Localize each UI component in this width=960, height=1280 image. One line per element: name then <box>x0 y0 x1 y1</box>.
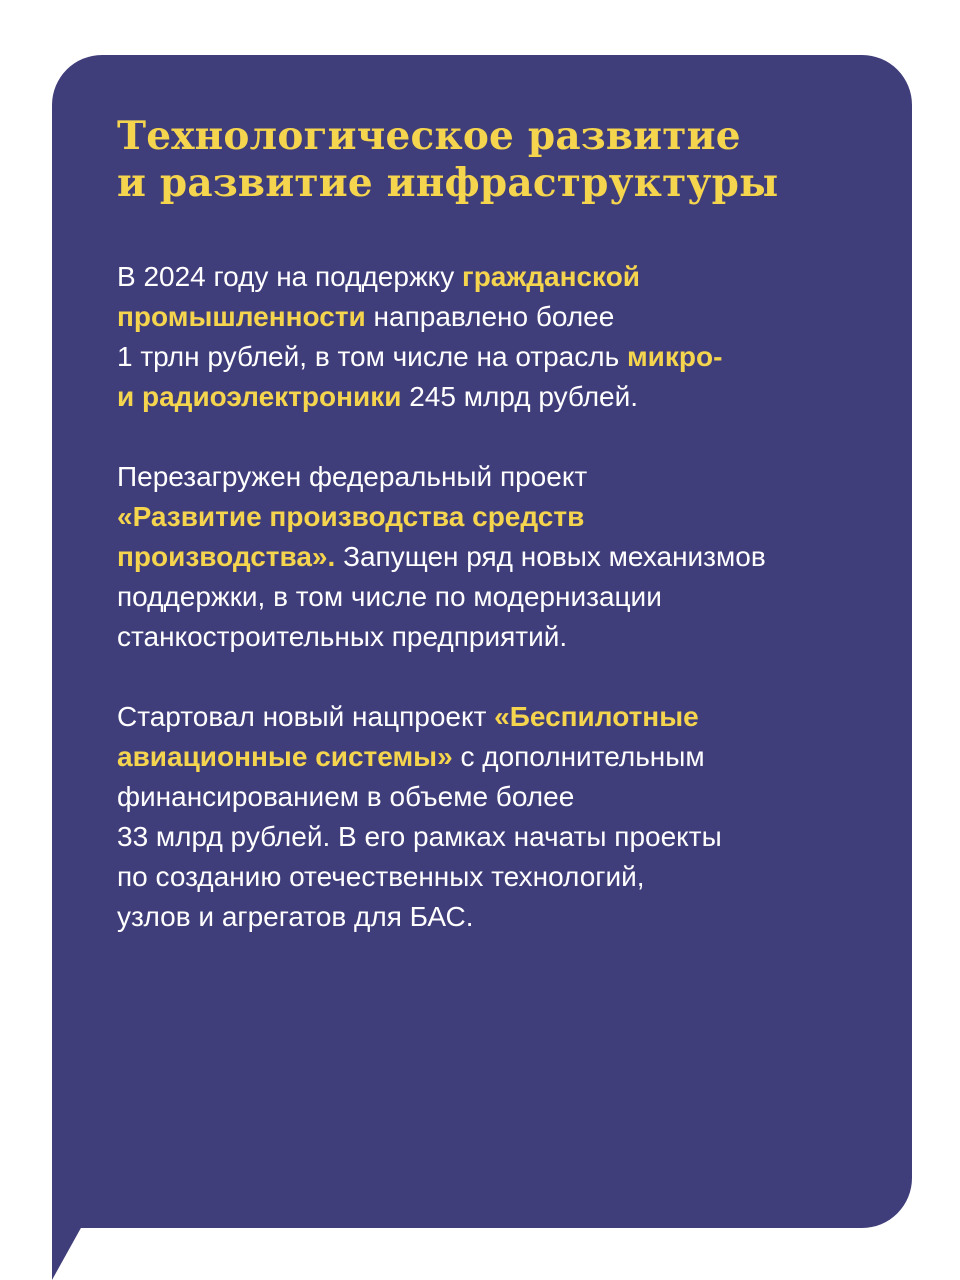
highlight-civil-industry-cont: промышленности <box>117 301 366 332</box>
text-segment: 245 млрд рублей. <box>401 381 639 412</box>
highlight-civil-industry: гражданской <box>462 261 641 292</box>
paragraph-line: по созданию отечественных технологий, <box>117 861 645 892</box>
paragraph-line <box>117 377 862 417</box>
highlight-micro: микро- <box>626 341 723 372</box>
paragraph-line: финансированием в объеме более <box>117 781 575 812</box>
text-segment: Стартовал новый нацпроект <box>117 701 495 732</box>
card-title <box>117 113 862 207</box>
text-segment: с дополнительным <box>452 741 705 772</box>
paragraph-line: поддержки, в том числе по модернизации <box>117 581 662 612</box>
speech-bubble-tail <box>52 1226 82 1280</box>
text-segment: В 2024 году на поддержку <box>117 261 463 292</box>
paragraph-line <box>117 297 862 337</box>
paragraph-federal-project <box>117 457 862 657</box>
paragraph-line: станкостроительных предприятий. <box>117 621 568 652</box>
highlight-uav-project: «Беспилотные <box>494 701 699 732</box>
text-segment: направлено более <box>365 301 615 332</box>
title-line-1: Технологическое развитие <box>117 113 741 159</box>
paragraph-funding <box>117 257 862 417</box>
info-card <box>52 55 912 1228</box>
title-line-2: и развитие инфраструктуры <box>117 160 779 206</box>
paragraph-national-project <box>117 697 862 937</box>
paragraph-line: узлов и агрегатов для БАС. <box>117 901 474 932</box>
highlight-radioelectronics: и радиоэлектроники <box>117 381 402 412</box>
highlight-project-name: «Развитие производства средств <box>117 501 585 532</box>
paragraph-line <box>117 737 862 777</box>
text-segment: 1 трлн рублей, в том числе на отрасль <box>117 341 627 372</box>
text-segment: Запущен ряд новых механизмов <box>335 541 766 572</box>
paragraph-line: 33 млрд рублей. В его рамках начаты проекты <box>117 821 722 852</box>
highlight-uav-project-cont: авиационные системы» <box>117 741 453 772</box>
paragraph-line <box>117 697 862 737</box>
paragraph-line <box>117 537 862 577</box>
paragraph-line <box>117 257 862 297</box>
highlight-project-name-cont: производства». <box>117 541 336 572</box>
paragraph-line: Перезагружен федеральный проект <box>117 461 588 492</box>
paragraph-line <box>117 337 862 377</box>
